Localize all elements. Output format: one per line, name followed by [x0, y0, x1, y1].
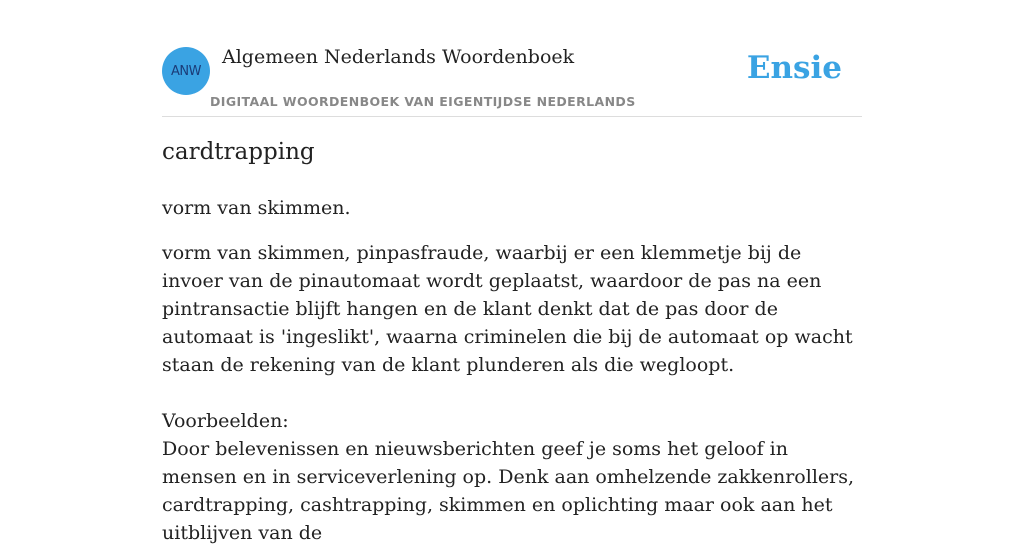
- example-text: Door belevenissen en nieuwsberichten geef je soms het geloof in mensen en in serviceverlening op. Denk aan omhelzende zakkenrollers, cardtrapping, cashtrapping, skimmen en oplichting maar ook aan het uitblijven van de: [162, 438, 855, 544]
- paragraph-gap: [162, 379, 862, 407]
- examples-label: Voorbeelden:: [162, 410, 289, 432]
- entry-definition: vorm van skimmen, pinpasfraude, waarbij er een klemmetje bij de invoer van de pinautomaat wordt geplaatst, waardoor de pas na een pintransactie blijft hangen en de klant denkt dat de pas door de automaat is 'ingeslikt', waarna criminelen die bij de automaat op wacht staan de rekening van de klant plunderen als die wegloopt.: [162, 242, 853, 376]
- anw-logo[interactable]: [162, 47, 210, 95]
- entry-headword: cardtrapping: [162, 139, 315, 165]
- site-title[interactable]: Algemeen Nederlands Woordenboek: [222, 46, 575, 68]
- entry-body: [162, 239, 862, 547]
- logo-text: ANW: [171, 63, 201, 79]
- site-subtitle: DIGITAAL WOORDENBOEK VAN EIGENTIJDSE NEDERLANDS: [210, 94, 636, 109]
- entry-summary: vorm van skimmen.: [162, 197, 351, 219]
- ensie-brand-logo[interactable]: Ensie: [746, 50, 842, 86]
- site-header: [162, 0, 862, 117]
- page: [162, 0, 862, 544]
